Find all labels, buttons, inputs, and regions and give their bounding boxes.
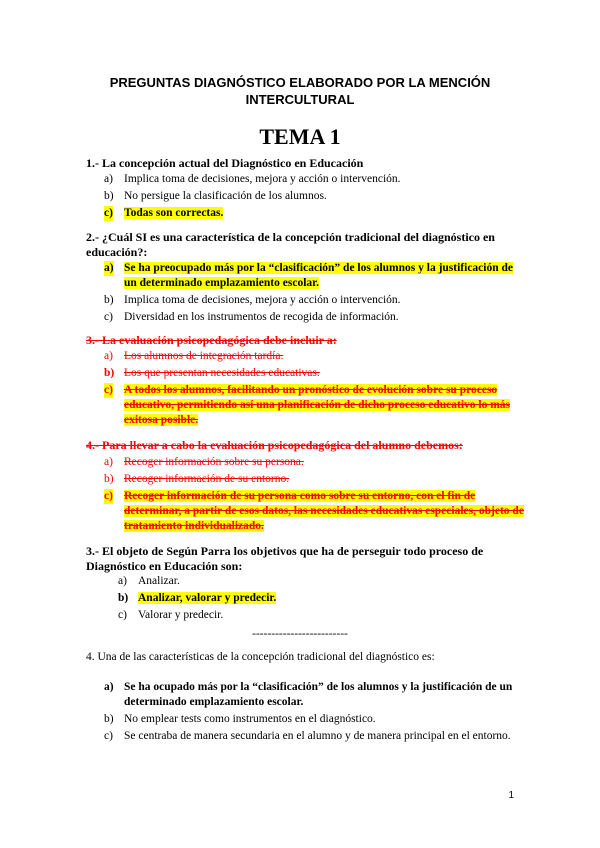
- question-2-options: [104, 261, 524, 327]
- question-1-options: [104, 172, 524, 223]
- struck-question-4-option-c: c) Recoger información de su persona como sobre su entorno, con el fin de determinar, a partir de esos datos, las necesidades educativas especiales, objeto de tratamiento individualizado.: [104, 490, 524, 532]
- question-1-option-a: a) Implica toma de decisiones, mejora y acción o intervención.: [104, 173, 401, 185]
- question-2-option-b: b) Implica toma de decisiones, mejora y acción o intervención.: [104, 294, 401, 306]
- struck-question-4-option-a: a) Recoger información sobre su persona.: [104, 456, 304, 468]
- struck-question-3-option-b: b) Los que presentan necesidades educativas.: [104, 367, 320, 379]
- document-header: [60, 74, 540, 108]
- question-2-option-c: c) Diversidad en los instrumentos de recogida de información.: [104, 311, 399, 323]
- question-2-title: 2.- ¿Cuál SI es una característica de la concepción tradicional del diagnóstico en educación?:: [86, 230, 495, 259]
- header-line-1: PREGUNTAS DIAGNÓSTICO ELABORADO POR LA MENCIÓN: [109, 75, 491, 90]
- question-4-options: [104, 680, 524, 746]
- question-3-option-c: c) Valorar y predecir.: [118, 609, 224, 621]
- question-4-option-b: b) No emplear tests como instrumentos en el diagnóstico.: [104, 713, 376, 725]
- question-4-title: 4. Una de las características de la concepción tradicional del diagnóstico es:: [86, 651, 435, 663]
- question-1-title: 1.- La concepción actual del Diagnóstico en Educación: [86, 156, 364, 170]
- section-title: TEMA 1: [259, 124, 341, 149]
- struck-question-4-options: [104, 455, 524, 536]
- question-1-option-b: b) No persigue la clasificación de los alumnos.: [104, 190, 327, 202]
- question-4-option-a: a) Se ha ocupado más por la “clasificación” de los alumnos y la justificación de un determinado emplazamiento escolar.: [104, 681, 513, 708]
- question-3-title: 3.- El objeto de Según Parra los objetivos que ha de perseguir todo proceso de Diagnóstico en Educación son:: [86, 544, 484, 573]
- header-line-2: INTERCULTURAL: [245, 92, 355, 107]
- page-number: 1: [508, 790, 514, 801]
- question-2-option-a: a) Se ha preocupado más por la “clasificación” de los alumnos y la justificación de un determinado emplazamiento escolar.: [104, 262, 514, 289]
- question-1-option-c: c) Todas son correctas.: [104, 207, 224, 219]
- question-4-option-c: c) Se centraba de manera secundaria en el alumno y de manera principal en el entorno.: [104, 730, 511, 742]
- struck-question-3-option-a: a) Los alumnos de integración tardía.: [104, 350, 284, 362]
- struck-question-3-title: 3.- La evaluación psicopedagógica debe incluir a:: [86, 333, 337, 347]
- struck-question-3-options: [104, 349, 524, 430]
- question-3-option-a: a) Analizar.: [118, 575, 180, 587]
- struck-question-4-option-b: b) Recoger información de su entorno.: [104, 473, 290, 485]
- struck-question-3-option-c: c) A todos los alumnos, facilitando un pronóstico de evolución sobre su proceso educativo, permitiendo así una planificación de dicho proceso educativo lo más exitosa posible.: [104, 384, 511, 426]
- question-3-options: [118, 574, 538, 625]
- question-3-option-b: b) Analizar, valorar y predecir.: [118, 592, 277, 604]
- struck-question-4-title: 4.- Para llevar a cabo la evaluación psicopedagógica del alumno debemos:: [86, 438, 463, 452]
- separator-line: -------------------------: [252, 628, 348, 640]
